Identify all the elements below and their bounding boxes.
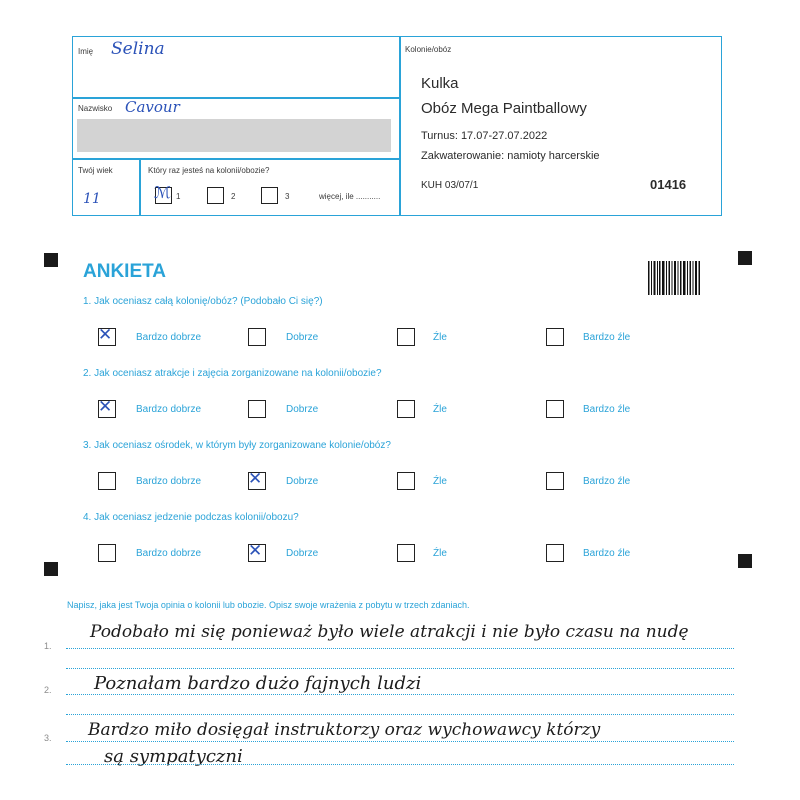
last-name-label: Nazwisko bbox=[78, 104, 113, 113]
registration-mark bbox=[738, 251, 752, 265]
question-text: 3. Jak oceniasz ośrodek, w którym były zorganizowane kolonie/obóz? bbox=[83, 440, 391, 451]
rating-option-label: Bardzo źle bbox=[583, 548, 631, 559]
writing-line bbox=[66, 764, 734, 765]
header-form bbox=[72, 36, 722, 216]
rating-option-label: Źle bbox=[433, 476, 447, 487]
accommodation: Zakwaterowanie: namioty harcerskie bbox=[421, 150, 600, 162]
line-number: 2. bbox=[44, 685, 52, 695]
rating-checkbox[interactable] bbox=[546, 544, 564, 562]
camp-code: KUH 03/07/1 bbox=[421, 180, 479, 191]
rating-option-label: Dobrze bbox=[286, 548, 319, 559]
rating-checkbox[interactable] bbox=[546, 328, 564, 346]
times-option-label: 2 bbox=[231, 192, 236, 201]
rating-option-label: Bardzo dobrze bbox=[136, 548, 202, 559]
camp-title: Obóz Mega Paintballowy bbox=[421, 100, 587, 117]
rating-option-label: Bardzo źle bbox=[583, 404, 631, 415]
registration-mark bbox=[738, 554, 752, 568]
rating-option-label: Źle bbox=[433, 404, 447, 415]
rating-option-label: Bardzo dobrze bbox=[136, 332, 202, 343]
rating-checkbox[interactable] bbox=[546, 472, 564, 490]
rating-checkbox[interactable] bbox=[397, 400, 415, 418]
rating-option-label: Dobrze bbox=[286, 332, 319, 343]
divider bbox=[399, 37, 401, 215]
x-mark-icon: ✕ bbox=[248, 469, 263, 489]
times-option-label: 3 bbox=[285, 192, 290, 201]
rating-option-label: Bardzo dobrze bbox=[136, 404, 202, 415]
writing-line bbox=[66, 648, 734, 649]
x-mark-icon: ✕ bbox=[98, 325, 113, 345]
last-name-value[interactable]: Cavour bbox=[125, 98, 180, 116]
rating-option-label: Źle bbox=[433, 548, 447, 559]
rating-checkbox[interactable] bbox=[98, 544, 116, 562]
rating-checkbox[interactable] bbox=[248, 541, 266, 562]
first-name-label: Imię bbox=[78, 47, 94, 56]
check-mark-icon: ℳ bbox=[154, 183, 172, 202]
rating-option-label: Bardzo źle bbox=[583, 476, 631, 487]
writing-line bbox=[66, 694, 734, 695]
rating-option-label: Dobrze bbox=[286, 404, 319, 415]
writing-line bbox=[66, 668, 734, 669]
rating-checkbox[interactable] bbox=[248, 400, 266, 418]
barcode-icon bbox=[648, 261, 700, 295]
rating-checkbox[interactable] bbox=[98, 472, 116, 490]
age-label: Twój wiek bbox=[78, 166, 113, 175]
divider bbox=[73, 158, 399, 160]
opinion-prompt: Napisz, jaka jest Twoja opinia o kolonii lub obozie. Opisz swoje wrażenia z pobytu w trzech zdaniach. bbox=[67, 600, 470, 610]
answer-line[interactable]: Poznałam bardzo dużo fajnych ludzi bbox=[94, 673, 422, 694]
line-number: 1. bbox=[44, 641, 52, 651]
rating-option-label: Źle bbox=[433, 332, 447, 343]
question-text: 2. Jak oceniasz atrakcje i zajęcia zorganizowane na kolonii/obozie? bbox=[83, 368, 382, 379]
times-more-label: więcej, ile ........... bbox=[319, 192, 381, 201]
times-option-label: 1 bbox=[176, 192, 181, 201]
rating-checkbox[interactable] bbox=[248, 469, 266, 490]
registration-mark bbox=[44, 562, 58, 576]
times-label: Który raz jesteś na kolonii/obozie? bbox=[148, 166, 270, 175]
question-text: 1. Jak oceniasz całą kolonię/obóz? (Podobało Ci się?) bbox=[83, 296, 323, 307]
answer-line[interactable]: Podobało mi się ponieważ było wiele atrakcji i nie było czasu na nudę bbox=[90, 622, 689, 642]
registration-mark bbox=[44, 253, 58, 267]
divider bbox=[73, 97, 399, 99]
camp-name: Kulka bbox=[421, 75, 459, 92]
form-number: 01416 bbox=[650, 177, 687, 192]
rating-checkbox[interactable] bbox=[248, 328, 266, 346]
times-checkbox-2[interactable] bbox=[207, 187, 224, 204]
writing-line bbox=[66, 714, 734, 715]
redacted-field bbox=[77, 119, 391, 152]
rating-checkbox[interactable] bbox=[98, 325, 116, 346]
question-text: 4. Jak oceniasz jedzenie podczas kolonii/obozu? bbox=[83, 512, 299, 523]
turnus: Turnus: 17.07-27.07.2022 bbox=[421, 130, 548, 142]
times-checkbox-3[interactable] bbox=[261, 187, 278, 204]
answer-line[interactable]: są sympatyczni bbox=[104, 746, 243, 767]
answer-line[interactable]: Bardzo miło dosięgał instruktorzy oraz wychowawcy którzy bbox=[88, 720, 601, 740]
rating-option-label: Bardzo źle bbox=[583, 332, 631, 343]
x-mark-icon: ✕ bbox=[98, 397, 113, 417]
survey-title: ANKIETA bbox=[83, 261, 167, 282]
rating-checkbox[interactable] bbox=[397, 544, 415, 562]
divider bbox=[139, 158, 141, 216]
rating-checkbox[interactable] bbox=[397, 472, 415, 490]
rating-checkbox[interactable] bbox=[546, 400, 564, 418]
rating-checkbox[interactable] bbox=[397, 328, 415, 346]
x-mark-icon: ✕ bbox=[248, 541, 263, 561]
times-checkbox-1[interactable] bbox=[154, 183, 172, 204]
writing-line bbox=[66, 741, 734, 742]
age-value[interactable]: 11 bbox=[83, 191, 101, 207]
camp-label: Kolonie/obóz bbox=[405, 45, 452, 54]
first-name-value[interactable]: Selina bbox=[111, 39, 165, 59]
rating-option-label: Dobrze bbox=[286, 476, 319, 487]
line-number: 3. bbox=[44, 733, 52, 743]
rating-checkbox[interactable] bbox=[98, 397, 116, 418]
rating-option-label: Bardzo dobrze bbox=[136, 476, 202, 487]
